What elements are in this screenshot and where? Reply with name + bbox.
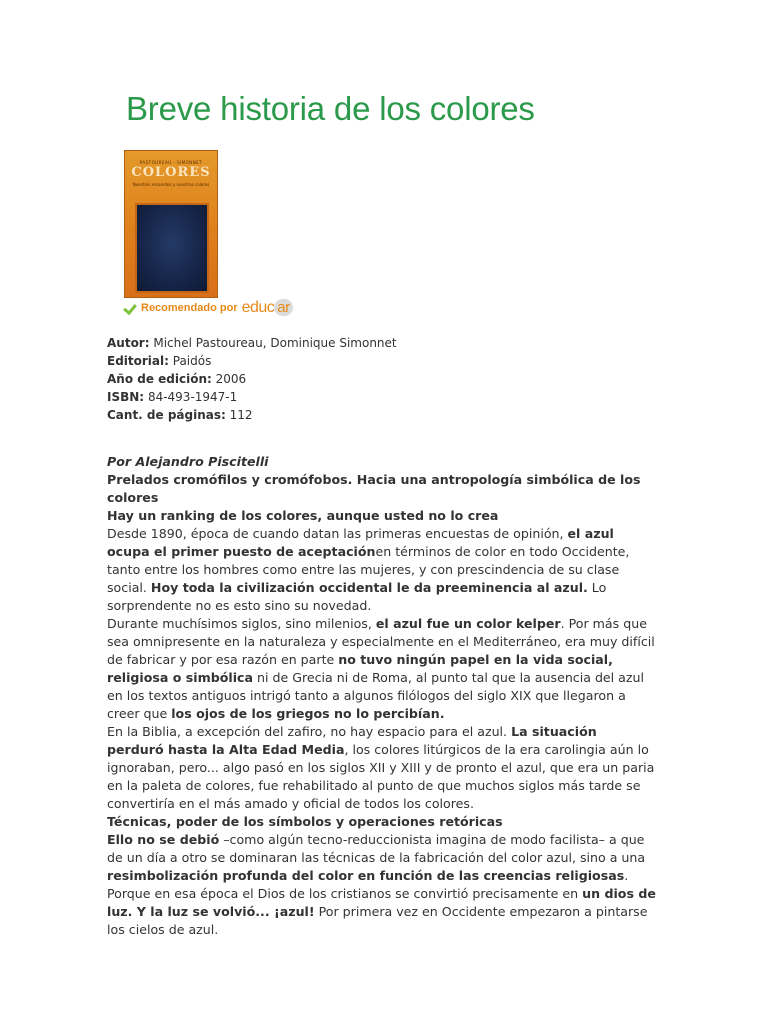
- text-run: , los colores litúrgicos de la era carolingia aún lo ignoraban, pero... algo pasó en los siglos XII y XIII y de pronto el azul, que era un paria en la paleta de colores, fue rehabilitado al punto de que muchos siglos más tarde se convertiría en el más amado y oficial de todos los colores.: [107, 742, 655, 811]
- meta-value: Michel Pastoureau, Dominique Simonnet: [153, 336, 397, 350]
- text-run: Lo sorprendente no es esto sino su novedad.: [107, 580, 607, 613]
- meta-row: [107, 370, 397, 388]
- emphasis: Hoy toda la civilización occidental le da preeminencia al azul.: [150, 580, 588, 595]
- emphasis: resimbolización profunda del color en función de las creencias religiosas: [107, 868, 625, 883]
- meta-label: Editorial:: [107, 354, 169, 368]
- meta-value: Paidós: [172, 354, 212, 368]
- heading-3-text: Técnicas, poder de los símbolos y operaciones retóricas: [107, 814, 503, 829]
- cover-blue-panel: [135, 203, 209, 293]
- text-run: –como algún tecno-reduccionista imagina de modo facilista– a que de un día a otro se dominaran las técnicas de la fabricación del color azul, sino a una: [107, 832, 646, 865]
- cover-title: COLORES: [131, 165, 211, 180]
- text-run: en términos de color en todo Occidente, tanto entre los hombres como entre las mujeres, y con prescindencia de su clase social.: [107, 544, 630, 595]
- heading-1-text: Prelados cromófilos y cromófobos. Hacia una antropología simbólica de los colores: [107, 472, 641, 505]
- paragraph-4: [107, 831, 657, 885]
- byline: Por Alejandro Piscitelli: [107, 454, 269, 469]
- emphasis: un dios de luz. Y la luz se volvió... ¡azul!: [107, 886, 656, 919]
- paragraph-3: [107, 723, 657, 813]
- text-run: Porque en esa época el Dios de los cristianos se convirtió precisamente en: [107, 886, 583, 901]
- book-cover-image[interactable]: [124, 150, 218, 298]
- text-run: ni de Grecia ni de Roma, al punto tal que la ausencia del azul en los textos antiguos intrigó tanto a algunos filólogos del siglo XIX que llegaron a creer que: [107, 670, 644, 721]
- book-metadata: [107, 334, 397, 424]
- cover-author: PASTOUREAU · SIMONNET: [139, 160, 203, 165]
- heading-2-text: Hay un ranking de los colores, aunque usted no lo crea: [107, 508, 499, 523]
- emphasis: no tuvo ningún papel en la vida social, religiosa o simbólica: [107, 652, 613, 685]
- emphasis: La situación perduró hasta la Alta Edad Media: [107, 724, 597, 757]
- check-icon: [124, 301, 138, 315]
- cover-subtitle: Nuestros recuerdos y nuestros colores: [132, 182, 210, 187]
- emphasis: los ojos de los griegos no lo percibían.: [171, 706, 445, 721]
- page-title: Breve historia de los colores: [126, 90, 535, 127]
- meta-value: 112: [229, 408, 253, 422]
- recommended-badge[interactable]: [124, 298, 293, 318]
- educar-logo-b: ar: [274, 299, 292, 316]
- meta-row: [107, 406, 397, 424]
- meta-label: Cant. de páginas:: [107, 408, 226, 422]
- recommended-label: Recomendado por: [141, 302, 238, 314]
- text-run: Desde 1890, época de cuando datan las primeras encuestas de opinión,: [107, 526, 568, 541]
- paragraph-1: [107, 525, 657, 615]
- paragraph-5: [107, 885, 657, 939]
- text-run: Por primera vez en Occidente empezaron a pintarse los cielos de azul.: [107, 904, 648, 937]
- educar-logo-a: educ: [241, 299, 275, 316]
- text-run: Durante muchísimos siglos, sino milenios,: [107, 616, 376, 631]
- meta-value: 2006: [215, 372, 247, 386]
- heading-2: [107, 507, 657, 525]
- emphasis: el azul fue un color kelper: [375, 616, 561, 631]
- meta-value: 84-493-1947-1: [147, 390, 238, 404]
- text-run: .: [624, 868, 629, 883]
- paragraph-2: [107, 615, 657, 723]
- meta-row: [107, 334, 397, 352]
- text-run: En la Biblia, a excepción del zafiro, no hay espacio para el azul.: [107, 724, 512, 739]
- educar-logo: [242, 299, 293, 317]
- meta-label: Autor:: [107, 336, 150, 350]
- article-body: [107, 453, 657, 939]
- heading-1: [107, 471, 657, 507]
- emphasis: Ello no se debió: [107, 832, 220, 847]
- emphasis: el azul ocupa el primer puesto de aceptación: [107, 526, 614, 559]
- meta-row: [107, 388, 397, 406]
- text-run: . Por más que sea omnipresente en la naturaleza y especialmente en el Mediterráneo, era muy difícil de fabricar y por esa razón en parte: [107, 616, 655, 667]
- meta-label: ISBN:: [107, 390, 145, 404]
- meta-label: Año de edición:: [107, 372, 212, 386]
- meta-row: [107, 352, 397, 370]
- heading-3: [107, 813, 657, 831]
